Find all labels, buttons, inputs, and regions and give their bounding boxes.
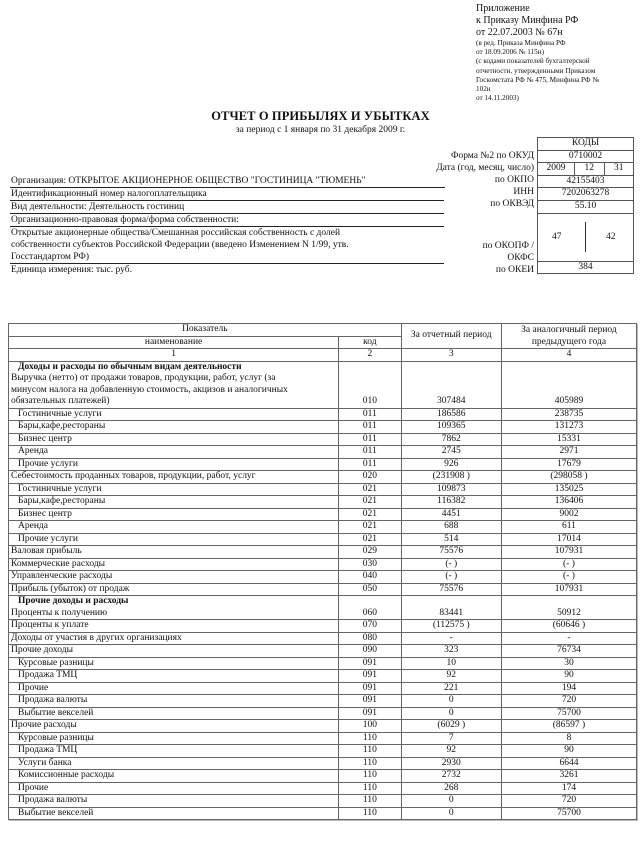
table-row (9, 745, 637, 758)
cell-previous: (- ) (501, 558, 636, 571)
cell-previous: 75700 (501, 807, 636, 820)
cell-code: 040 (339, 571, 401, 584)
okopf-value: 47 (552, 231, 562, 242)
cell-previous: 17014 (501, 533, 636, 546)
okei-label: по ОКЕИ (495, 265, 534, 275)
cell-code: 029 (339, 546, 401, 559)
table-row (9, 632, 637, 645)
cell-current: 323 (401, 645, 501, 658)
cell-code: 110 (339, 757, 401, 770)
cell-current: 7 (401, 732, 501, 745)
appendix-line: к Приказу Минфина РФ (476, 15, 579, 26)
okud-label: Форма №2 по ОКУД (450, 151, 534, 161)
cell-previous: 136406 (501, 496, 636, 509)
header-n3: 3 (401, 349, 501, 362)
cell-current: 0 (401, 807, 501, 820)
cell-code: 110 (339, 732, 401, 745)
table-row (9, 645, 637, 658)
table-row (9, 707, 637, 720)
legal-form-line: Открытые акционерные общества/Смешанная российская собственность с долей (11, 228, 341, 238)
okud-value: 0710002 (568, 150, 603, 161)
table-row (9, 483, 637, 496)
cell-name: Выбытие векселей (9, 707, 339, 720)
cell-name: Прочие расходы (9, 720, 339, 733)
cell-name: Прибыль (убыток) от продаж (9, 583, 339, 596)
appendix-note-line: Госкомстата РФ № 475, Минфина РФ № (476, 75, 600, 84)
cell-code: 080 (339, 632, 401, 645)
codes-box (537, 137, 634, 274)
cell-previous: 174 (501, 782, 636, 795)
table-row-interest-received (9, 596, 637, 620)
table-row (9, 720, 637, 733)
cell-code: 070 (339, 620, 401, 633)
cell-previous: (- ) (501, 571, 636, 584)
okpo-value: 42155403 (566, 175, 605, 186)
table-row (9, 695, 637, 708)
table-row (9, 446, 637, 459)
cell-current: 688 (401, 521, 501, 534)
cell-current: 514 (401, 533, 501, 546)
cell-current: (112575 ) (401, 620, 501, 633)
okei-value: 384 (578, 261, 593, 272)
okopf-label: по ОКОПФ / (482, 241, 534, 251)
appendix-line: Приложение (476, 3, 530, 14)
table-row (9, 521, 637, 534)
cell-previous: 75700 (501, 707, 636, 720)
profit-loss-table (8, 323, 637, 820)
okopf-separator (585, 222, 586, 252)
cell-previous: 238735 (501, 408, 636, 421)
revenue-previous: 405989 (501, 361, 636, 408)
table-row (9, 782, 637, 795)
activity: Вид деятельности: Деятельность гостиниц (10, 200, 444, 214)
cell-code: 021 (339, 483, 401, 496)
cell-current: 186586 (401, 408, 501, 421)
header-code: код (339, 336, 401, 349)
date-year: 2009 (546, 163, 566, 174)
cell-name: Курсовые разницы (9, 732, 339, 745)
cell-name: Курсовые разницы (9, 657, 339, 670)
table-row (9, 558, 637, 571)
cell-name: Бизнес центр (9, 508, 339, 521)
cell-previous: - (501, 632, 636, 645)
cell-current: (6029 ) (401, 720, 501, 733)
okfs-value: 42 (606, 231, 616, 242)
okpo-label: по ОКПО (494, 175, 534, 185)
cell-current: 7862 (401, 433, 501, 446)
table-row-revenue (9, 361, 637, 408)
cell-current: 75576 (401, 546, 501, 559)
table-row (9, 657, 637, 670)
cell-name: Бары,кафе,рестораны (9, 496, 339, 509)
cell-code: 011 (339, 433, 401, 446)
okved-label: по ОКВЭД (490, 199, 534, 209)
cell-previous: (298058 ) (501, 471, 636, 484)
cell-code: 091 (339, 695, 401, 708)
table-row (9, 408, 637, 421)
cell-name: Продажа валюты (9, 695, 339, 708)
table-row (9, 571, 637, 584)
report-period: за период с 1 января по 31 декабря 2009 г. (235, 125, 406, 135)
table-row (9, 670, 637, 683)
cell-current: 92 (401, 745, 501, 758)
cell-code: 110 (339, 795, 401, 808)
cell-name: Бизнес центр (9, 433, 339, 446)
revenue-name-line: обязательных платежей) (11, 396, 110, 406)
cell-previous: (86597 ) (501, 720, 636, 733)
table-row (9, 421, 637, 434)
appendix-line: от 22.07.2003 № 67н (476, 27, 563, 38)
appendix-note-line: от 18.09.2006 № 115н) (476, 48, 544, 57)
appendix-note-line: 102н (476, 85, 491, 94)
cell-name: Коммерческие расходы (9, 558, 339, 571)
cell-name: Аренда (9, 521, 339, 534)
cell-current: 75576 (401, 583, 501, 596)
cell-name: Валовая прибыль (9, 546, 339, 559)
cell-name: Себестоимость проданных товаров, продукции, работ, услуг (9, 471, 339, 484)
cell-code: 021 (339, 508, 401, 521)
cell-current: - (401, 632, 501, 645)
cell-previous: 15331 (501, 433, 636, 446)
revenue-name-line: Выручка (нетто) от продажи товаров, продукции, работ, услуг (за (11, 373, 276, 383)
cell-current: 2930 (401, 757, 501, 770)
cell-name: Услуги банка (9, 757, 339, 770)
interest-received-code: 060 (339, 596, 401, 620)
table-row (9, 583, 637, 596)
header-indicator: Показатель (9, 324, 402, 337)
cell-current: 10 (401, 657, 501, 670)
okfs-label: ОКФС (507, 253, 534, 263)
cell-code: 091 (339, 707, 401, 720)
cell-current: 109365 (401, 421, 501, 434)
cell-previous: 720 (501, 695, 636, 708)
header-n4: 4 (501, 349, 636, 362)
cell-code: 011 (339, 421, 401, 434)
revenue-code: 010 (339, 361, 401, 408)
table-row (9, 508, 637, 521)
cell-name: Выбытие векселей (9, 807, 339, 820)
cell-previous: 76734 (501, 645, 636, 658)
interest-received-previous: 50912 (501, 596, 636, 620)
cell-name: Комиссионные расходы (9, 770, 339, 783)
codes-title: КОДЫ (571, 138, 600, 148)
cell-code: 091 (339, 670, 401, 683)
appendix-note-line: от 14.11.2003) (476, 94, 519, 103)
cell-code: 110 (339, 782, 401, 795)
cell-code: 091 (339, 657, 401, 670)
legal-form-label: Организационно-правовая форма/форма собственности: (10, 214, 444, 227)
cell-previous: 90 (501, 670, 636, 683)
cell-previous: 30 (501, 657, 636, 670)
cell-current: 0 (401, 795, 501, 808)
cell-code: 110 (339, 770, 401, 783)
table-row (9, 795, 637, 808)
cell-current: (- ) (401, 558, 501, 571)
cell-name: Прочие (9, 682, 339, 695)
header-previous: За аналогичный период предыдущего года (501, 324, 636, 349)
cell-code: 021 (339, 521, 401, 534)
cell-name: Доходы от участия в других организациях (9, 632, 339, 645)
interest-received-current: 83441 (401, 596, 501, 620)
table-row (9, 682, 637, 695)
table-row (9, 807, 637, 820)
table-row (9, 496, 637, 509)
cell-name: Гостиничные услуги (9, 483, 339, 496)
cell-previous: 3261 (501, 770, 636, 783)
cell-code: 011 (339, 408, 401, 421)
cell-current: 4451 (401, 508, 501, 521)
cell-current: (- ) (401, 571, 501, 584)
cell-name: Продажа валюты (9, 795, 339, 808)
table-row (9, 732, 637, 745)
cell-current: 221 (401, 682, 501, 695)
appendix-note-line: отчетности, утвержденными Приказом (476, 66, 596, 75)
organization-name: Организация: ОТКРЫТОЕ АКЦИОНЕРНОЕ ОБЩЕСТВО "ГОСТИНИЦА "ТЮМЕНЬ" (10, 175, 445, 188)
cell-previous: 17679 (501, 458, 636, 471)
appendix-note-line: (с кодами показателей бухгалтерской (476, 57, 590, 66)
cell-name: Прочие услуги (9, 533, 339, 546)
cell-code: 100 (339, 720, 401, 733)
cell-current: 926 (401, 458, 501, 471)
date-month: 12 (574, 163, 604, 175)
report-title: ОТЧЕТ О ПРИБЫЛЯХ И УБЫТКАХ (211, 109, 430, 123)
table-row (9, 546, 637, 559)
cell-name: Гостиничные услуги (9, 408, 339, 421)
cell-code: 021 (339, 496, 401, 509)
legal-form-line: собственности субъектов Российской Федерации (введено Изменением N 1/99, утв. (11, 240, 349, 250)
table-row (9, 770, 637, 783)
appendix-note (476, 3, 641, 103)
cell-previous: 107931 (501, 546, 636, 559)
cell-previous: 194 (501, 682, 636, 695)
cell-code: 011 (339, 446, 401, 459)
inn-label: ИНН (513, 187, 534, 197)
cell-name: Бары,кафе,рестораны (9, 421, 339, 434)
cell-current: 2732 (401, 770, 501, 783)
cell-previous: 720 (501, 795, 636, 808)
cell-previous: 8 (501, 732, 636, 745)
cell-code: 021 (339, 533, 401, 546)
cell-previous: 2971 (501, 446, 636, 459)
cell-code: 020 (339, 471, 401, 484)
cell-previous: 107931 (501, 583, 636, 596)
table-row (9, 433, 637, 446)
header-current: За отчетный период (401, 324, 501, 349)
cell-code: 110 (339, 807, 401, 820)
header-n2: 2 (339, 349, 401, 362)
cell-current: 268 (401, 782, 501, 795)
cell-previous: (60646 ) (501, 620, 636, 633)
cell-current: (231908 ) (401, 471, 501, 484)
cell-previous: 131273 (501, 421, 636, 434)
table-row (9, 471, 637, 484)
interest-received-name (9, 596, 339, 620)
table-row (9, 458, 637, 471)
inn-label-text: Идентификационный номер налогоплательщика (11, 189, 207, 199)
cell-name: Прочие (9, 782, 339, 795)
header-name: наименование (9, 336, 339, 349)
cell-code: 110 (339, 745, 401, 758)
revenue-name-line: минусом налога на добавленную стоимость, акцизов и аналогичных (11, 384, 288, 395)
cell-name: Продажа ТМЦ (9, 670, 339, 683)
cell-current: 116382 (401, 496, 501, 509)
cell-previous: 90 (501, 745, 636, 758)
inn-value: 7202063278 (561, 188, 610, 199)
cell-code: 091 (339, 682, 401, 695)
cell-current: 0 (401, 695, 501, 708)
revenue-name (9, 361, 339, 408)
okved-value: 55.10 (574, 200, 597, 211)
unit: Единица измерения: тыс. руб. (11, 265, 132, 275)
table-row (9, 620, 637, 633)
cell-current: 0 (401, 707, 501, 720)
cell-current: 92 (401, 670, 501, 683)
date-day: 31 (604, 163, 634, 175)
cell-current: 2745 (401, 446, 501, 459)
revenue-current: 307484 (401, 361, 501, 408)
appendix-note-line: (в ред. Приказа Минфина РФ (476, 39, 566, 47)
cell-name: Аренда (9, 446, 339, 459)
legal-form-line: Госстандартом РФ) (10, 251, 444, 264)
cell-previous: 9002 (501, 508, 636, 521)
cell-code: 050 (339, 583, 401, 596)
table-row (9, 757, 637, 770)
cell-name: Управленческие расходы (9, 571, 339, 584)
header-n1: 1 (9, 349, 339, 362)
section-title: Доходы и расходы по обычным видам деятельности (18, 361, 242, 372)
cell-previous: 611 (501, 521, 636, 534)
cell-name: Прочие доходы (9, 645, 339, 658)
date-label: Дата (год, месяц, число) (436, 163, 534, 173)
interest-received-label: Проценты к получению (11, 607, 108, 618)
cell-name: Прочие услуги (9, 458, 339, 471)
cell-code: 030 (339, 558, 401, 571)
section-title: Прочие доходы и расходы (18, 596, 129, 606)
organization-info (10, 175, 444, 276)
cell-code: 090 (339, 645, 401, 658)
cell-name: Проценты к уплате (9, 620, 339, 633)
cell-previous: 135025 (501, 483, 636, 496)
cell-code: 011 (339, 458, 401, 471)
cell-current: 109873 (401, 483, 501, 496)
cell-name: Продажа ТМЦ (9, 745, 339, 758)
cell-previous: 6644 (501, 757, 636, 770)
table-row (9, 533, 637, 546)
